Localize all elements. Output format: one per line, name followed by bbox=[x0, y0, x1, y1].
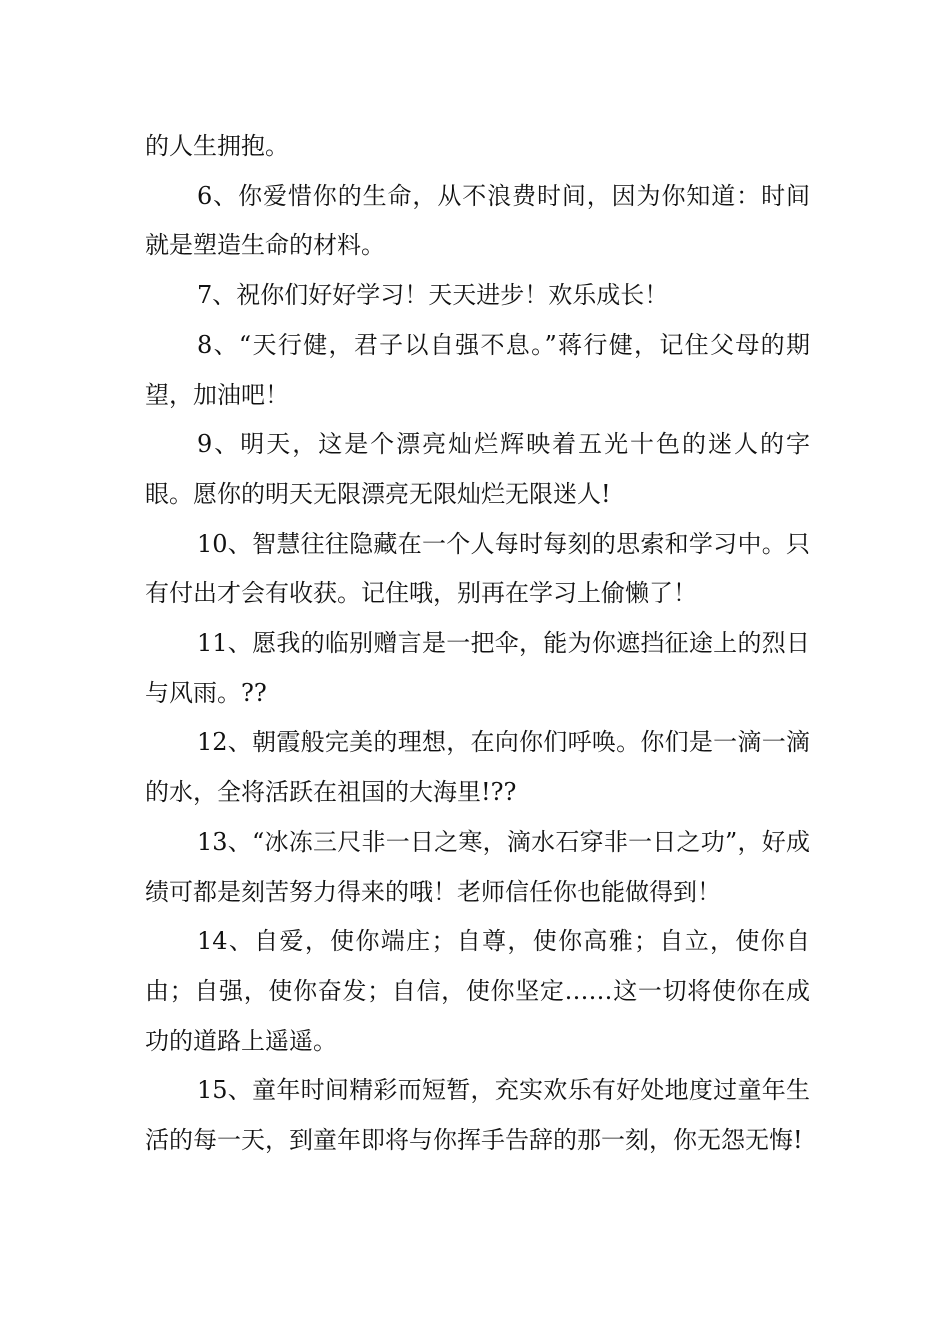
paragraph-item-8: 8、“天行健，君子以自强不息。”蒋行健，记住父母的期望，加油吧！ bbox=[145, 330, 810, 409]
paragraph-item-6: 6、你爱惜你的生命，从不浪费时间，因为你知道：时间就是塑造生命的材料。 bbox=[145, 181, 810, 260]
paragraph-continuation: 的人生拥抱。 bbox=[145, 132, 289, 160]
paragraph-item-9: 9、明天，这是个漂亮灿烂辉映着五光十色的迷人的字眼。愿你的明天无限漂亮无限灿烂无限迷人! bbox=[145, 430, 810, 508]
paragraph-item-11: 11、愿我的临别赠言是一把伞，能为你遮挡征途上的烈日与风雨。?? bbox=[145, 629, 810, 707]
paragraph-item-12: 12、朝霞般完美的理想，在向你们呼唤。你们是一滴一滴的水，全将活跃在祖国的大海里!?? bbox=[145, 728, 810, 807]
paragraph-item-13: 13、“冰冻三尺非一日之寒，滴水石穿非一日之功”，好成绩可都是刻苦努力得来的哦！老师信任你也能做得到！ bbox=[145, 827, 810, 906]
paragraph-item-15: 15、童年时间精彩而短暂，充实欢乐有好处地度过童年生活的每一天，到童年即将与你挥手告辞的那一刻，你无怨无悔! bbox=[145, 1076, 810, 1155]
paragraph-item-7: 7、祝你们好好学习！天天进步！欢乐成长！ bbox=[197, 281, 669, 310]
paragraph-item-14: 14、自爱，使你端庄；自尊，使你高雅；自立，使你自由；自强，使你奋发；自信，使你坚定……这一切将使你在成功的道路上遥遥。 bbox=[145, 927, 810, 1055]
paragraph-item-10: 10、智慧往往隐藏在一个人每时每刻的思索和学习中。只有付出才会有收获。记住哦，别再在学习上偷懒了！ bbox=[145, 529, 810, 608]
document-body bbox=[145, 122, 810, 1166]
